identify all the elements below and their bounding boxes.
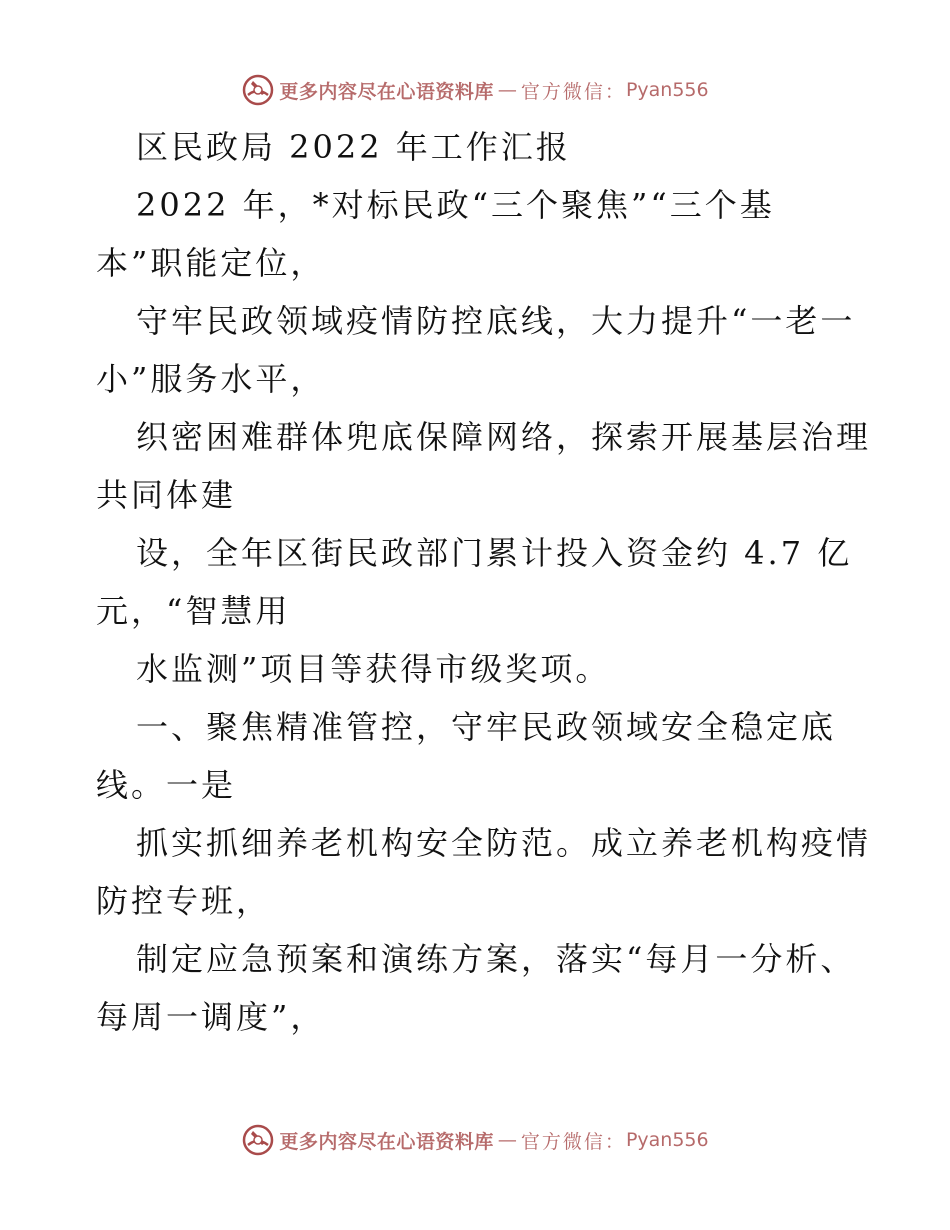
text-line: 守牢民政领域疫情防控底线，大力提升“一老一 [136, 302, 856, 340]
banner-wechat-id: Pyan556 [625, 79, 709, 101]
text-line: 水监测”项目等获得市级奖项。 [136, 650, 611, 688]
book-quill-logo-icon [241, 1123, 275, 1157]
banner-separator: — [497, 1129, 517, 1151]
text-line: 2022 年，*对标民政“三个聚焦”“三个基 [136, 186, 775, 224]
text-line: 共同体建 [96, 476, 237, 514]
footer-banner [0, 1118, 950, 1162]
banner-slogan: 更多内容尽在心语资料库 [279, 80, 494, 103]
text-line: 抓实抓细养老机构安全防范。成立养老机构疫情 [136, 824, 872, 862]
banner-slogan: 更多内容尽在心语资料库 [279, 1130, 494, 1153]
text-line: 一、聚焦精准管控，守牢民政领域安全稳定底 [136, 708, 837, 746]
document-body [96, 118, 872, 1046]
banner-separator: — [497, 79, 517, 101]
text-line: 防控专班， [96, 882, 272, 920]
text-line: 区民政局 2022 年工作汇报 [136, 128, 571, 166]
text-line: 元，“智慧用 [96, 592, 291, 630]
text-line: 本”职能定位， [96, 244, 326, 282]
text-line: 制定应急预案和演练方案，落实“每月一分析、 [136, 940, 856, 978]
text-line: 每周一调度”， [96, 998, 326, 1036]
book-quill-logo-icon [241, 73, 275, 107]
text-line: 线。一是 [96, 766, 237, 804]
text-line: 小”服务水平， [96, 360, 326, 398]
text-line: 织密困难群体兜底保障网络，探索开展基层治理 [136, 418, 872, 456]
banner-wechat-label: 官方微信： [520, 1130, 626, 1153]
banner-wechat-id: Pyan556 [625, 1129, 709, 1151]
text-line: 设，全年区街民政部门累计投入资金约 4.7 亿 [136, 534, 853, 572]
banner-wechat-label: 官方微信： [520, 80, 626, 103]
header-banner [0, 68, 950, 112]
